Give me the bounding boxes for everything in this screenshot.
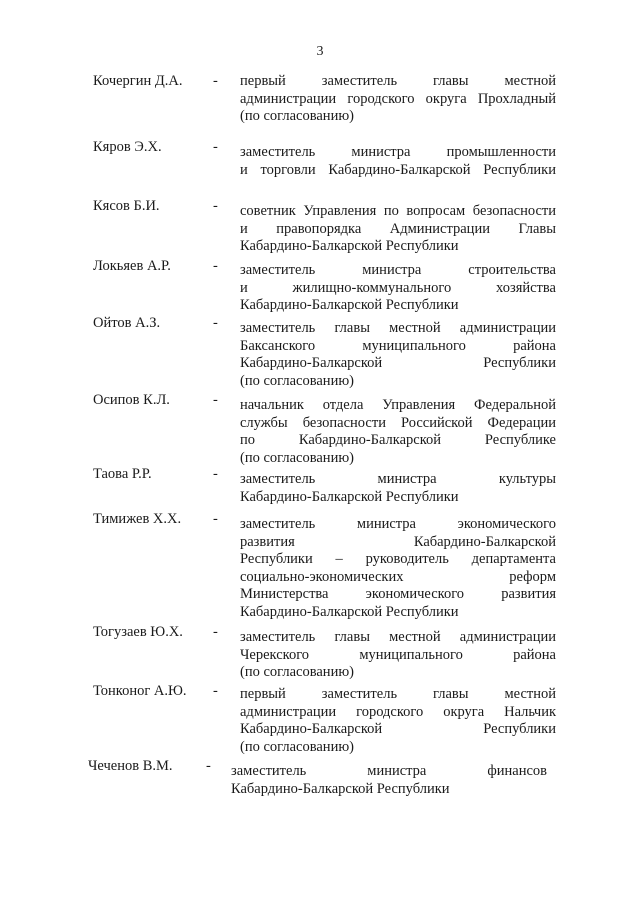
description-line: заместитель министра экономического	[240, 516, 556, 532]
description-line: Кабардино-Балкарской Республики	[240, 603, 459, 620]
page-number: 3	[316, 44, 324, 59]
description-line: первый заместитель главы местной	[240, 686, 556, 702]
dash-separator: -	[213, 511, 218, 527]
description-line: администрации городского округа Прохладный	[240, 90, 556, 107]
dash-separator: -	[213, 392, 218, 408]
description-line: первый заместитель главы местной	[240, 73, 556, 89]
dash-separator: -	[213, 73, 218, 89]
description-line: (по согласованию)	[240, 449, 354, 466]
position-description	[231, 763, 547, 798]
description-line: Кабардино-Балкарской Республики	[240, 488, 459, 505]
person-name: Тонконог А.Ю.	[93, 683, 187, 699]
person-name: Таова Р.Р.	[93, 466, 152, 482]
person-name: Ойтов А.З.	[93, 315, 161, 331]
description-line: Баксанского муниципального района	[240, 337, 556, 354]
person-name: Тимижев Х.Х.	[93, 511, 182, 527]
description-line: Кабардино-Балкарской Республики	[240, 238, 459, 254]
description-line: заместитель министра культуры	[240, 471, 556, 487]
description-line: (по согласованию)	[240, 664, 354, 680]
dash-separator: -	[206, 758, 211, 774]
position-description	[240, 397, 556, 467]
person-name: Чеченов В.М.	[88, 758, 173, 774]
description-line: по Кабардино-Балкарской Республике	[240, 432, 556, 448]
person-name: Кочергин Д.А.	[93, 73, 183, 89]
position-description	[240, 686, 556, 756]
dash-separator: -	[213, 139, 218, 155]
position-description	[240, 203, 556, 256]
description-line: и правопорядка Администрации Главы	[240, 220, 556, 237]
description-line: Кабардино-Балкарской Республики	[240, 721, 556, 737]
description-line: заместитель главы местной администрации	[240, 320, 556, 336]
position-description	[240, 471, 556, 506]
description-line: Кабардино-Балкарской Республики	[240, 355, 556, 371]
description-line: (по согласованию)	[240, 372, 354, 389]
position-description	[240, 262, 556, 315]
person-name: Кясов Б.И.	[93, 198, 160, 214]
dash-separator: -	[213, 624, 218, 640]
person-name: Тогузаев Ю.Х.	[93, 624, 183, 640]
person-name: Локьяев А.Р.	[93, 258, 171, 274]
position-description	[240, 516, 556, 621]
description-line: заместитель министра строительства	[240, 262, 556, 278]
position-description	[240, 629, 556, 682]
description-line: (по согласованию)	[240, 738, 354, 755]
description-line: Черекского муниципального района	[240, 646, 556, 663]
description-line: развития Кабардино-Балкарской	[240, 533, 556, 550]
description-line: Кабардино-Балкарской Республики	[240, 297, 459, 313]
dash-separator: -	[213, 258, 218, 274]
dash-separator: -	[213, 466, 218, 482]
description-line: службы безопасности Российской Федерации	[240, 414, 556, 431]
person-name: Кяров Э.Х.	[93, 139, 162, 155]
description-line: советник Управления по вопросам безопасности	[240, 203, 556, 219]
description-line: заместитель главы местной администрации	[240, 629, 556, 645]
description-line: (по согласованию)	[240, 108, 354, 124]
position-description	[240, 320, 556, 390]
description-line: и жилищно-коммунального хозяйства	[240, 279, 556, 296]
person-name: Осипов К.Л.	[93, 392, 170, 408]
dash-separator: -	[213, 683, 218, 699]
description-line: администрации городского округа Нальчик	[240, 703, 556, 720]
position-description	[240, 73, 556, 126]
dash-separator: -	[213, 198, 218, 214]
dash-separator: -	[213, 315, 218, 331]
description-line: заместитель министра промышленности	[240, 144, 556, 160]
description-line: начальник отдела Управления Федеральной	[240, 397, 556, 413]
description-line: Кабардино-Балкарской Республики	[231, 780, 450, 797]
description-line: Республики – руководитель департамента	[240, 551, 556, 567]
position-description	[240, 144, 556, 179]
description-line: и торговли Кабардино-Балкарской Республики	[240, 161, 556, 178]
description-line: социально-экономических реформ	[240, 568, 556, 585]
description-line: Министерства экономического развития	[240, 586, 556, 602]
description-line: заместитель министра финансов	[231, 763, 547, 779]
